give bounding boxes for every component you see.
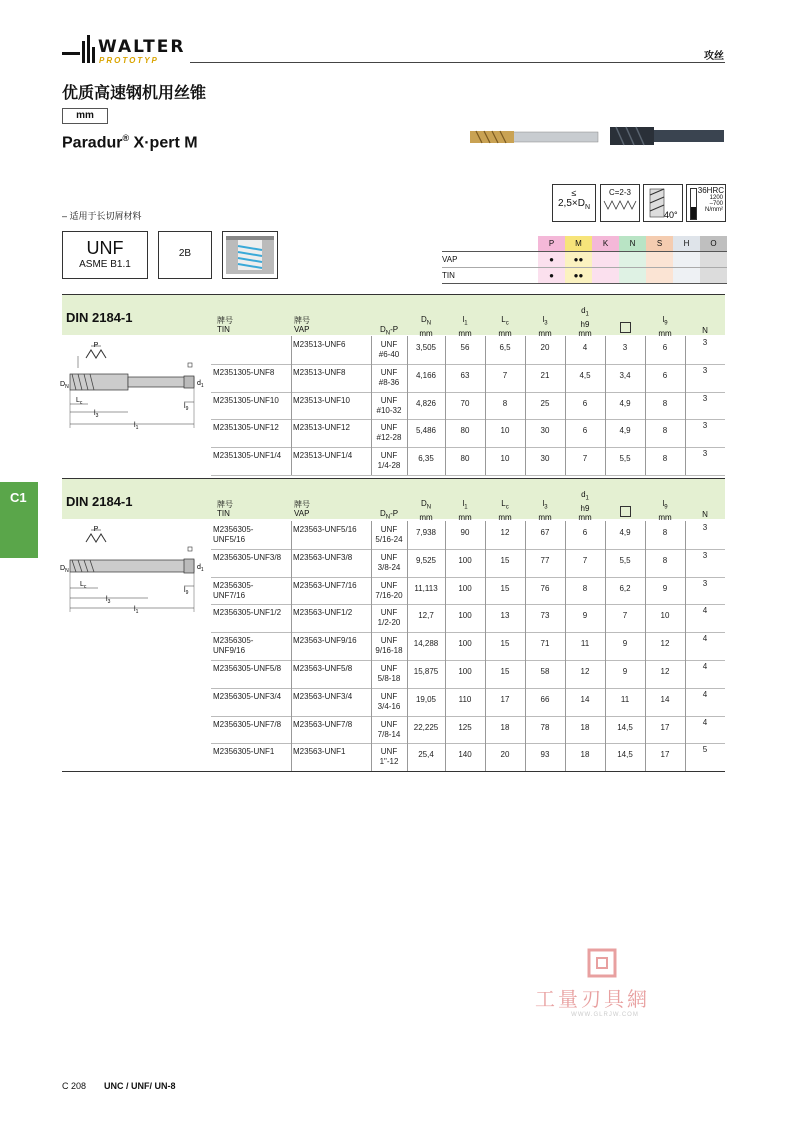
value-n: 4: [702, 606, 708, 616]
value-l1: 63: [460, 370, 470, 380]
column-rule: [525, 336, 526, 475]
tin-code: M2356305- UNF7/16: [213, 580, 254, 600]
value-lc: 15: [500, 583, 510, 593]
value-lc: 15: [500, 667, 510, 676]
svg-text:l9: $l_9$: [184, 403, 189, 412]
footer-title: UNC / UNF/ UN-8: [104, 1081, 176, 1091]
column-rule: [445, 336, 446, 475]
value-dn: 11,113: [414, 583, 438, 593]
value-l3: 73: [540, 611, 550, 621]
value-n: 4: [702, 634, 708, 644]
thread-size: UNF #12-28: [376, 423, 402, 443]
value-sq: 3,4: [619, 370, 631, 380]
col-header-tin: 牌号 TIN: [217, 500, 233, 518]
row-rule: [211, 743, 725, 744]
value-l9: 8: [662, 426, 668, 436]
value-l3: 66: [540, 694, 550, 704]
value-l9: 12: [660, 667, 670, 676]
value-dn: 9,525: [415, 555, 437, 565]
value-dn: 5,486: [415, 426, 437, 436]
thread-type-box: UNF ASME B1.1: [62, 231, 148, 279]
row-rule: [211, 475, 725, 476]
value-lc: 10: [500, 454, 510, 464]
value-n: 3: [702, 338, 708, 347]
svg-text:l3: $l_3$: [94, 410, 99, 419]
vap-code: M23513-UNF12: [293, 423, 350, 433]
value-l3: 21: [540, 370, 550, 380]
thread-size: UNF 1/2-20: [377, 608, 401, 628]
row-rule: [211, 549, 725, 550]
product-name: Paradur® X·pert M: [62, 133, 198, 152]
vap-code: M23563-UNF7/16: [293, 580, 357, 590]
brand-sub: PROTOTYP: [99, 56, 159, 65]
value-lc: 10: [500, 426, 510, 436]
row-rule: [211, 577, 725, 578]
value-l1: 70: [460, 398, 470, 408]
mat-header-k: K: [592, 236, 619, 252]
value-l9: 8: [662, 528, 668, 537]
col-header-d1: $d_1$ h9 mm: [578, 306, 592, 338]
value-dn: 6,35: [418, 454, 434, 464]
brand-logo-bars: [62, 33, 94, 63]
value-n: 3: [702, 550, 708, 560]
tin-code: M2356305-UNF1: [213, 747, 275, 757]
svg-text:l3: $l_3$: [106, 596, 111, 605]
value-sq: 11: [620, 694, 630, 704]
tap-drawing-long-icon: [58, 522, 208, 622]
value-lc: 13: [500, 611, 510, 621]
column-rule: [565, 521, 566, 771]
mat-header-o: O: [700, 236, 727, 252]
watermark: 工量刃具網 WWW.GLRJW.COM: [535, 948, 675, 1018]
value-dn: 15,875: [413, 667, 439, 676]
value-l3: 71: [540, 639, 550, 649]
section-bottom-rule: [62, 771, 725, 772]
row-rule: [211, 364, 725, 365]
mat-header-h: H: [673, 236, 700, 252]
vap-code: M23563-UNF9/16: [293, 636, 357, 646]
value-lc: 15: [500, 639, 510, 649]
column-rule: [371, 336, 372, 475]
value-l9: 9: [662, 583, 668, 593]
value-n: 4: [702, 717, 708, 727]
mat-row-label: VAP: [442, 255, 458, 264]
vap-code: M23563-UNF3/4: [293, 691, 353, 701]
col-header-square-icon: [606, 322, 644, 335]
tin-code: M2356305- UNF9/16: [213, 636, 254, 656]
value-l1: 80: [460, 426, 470, 436]
row-rule: [211, 419, 725, 420]
col-header-l3: $l_3$ mm: [538, 499, 552, 522]
watermark-logo-icon: [583, 948, 623, 978]
row-rule: [211, 632, 725, 633]
value-sq: 5,5: [619, 555, 631, 565]
value-sq: 14,5: [617, 722, 633, 732]
tin-code: M2351305-UNF10: [213, 395, 279, 405]
row-rule: [211, 447, 725, 448]
value-l1: 100: [458, 639, 472, 649]
value-sq: 6,2: [619, 583, 631, 593]
thread-size: UNF 1"-12: [379, 747, 399, 767]
value-lc: 6,5: [499, 343, 511, 352]
tin-code: M2356305-UNF5/8: [213, 664, 282, 673]
value-l1: 80: [460, 454, 470, 464]
thread-size: UNF 5/8-18: [377, 664, 401, 683]
column-rule: [565, 336, 566, 475]
col-header-tin: 牌号 TIN: [217, 316, 233, 334]
vap-code: M23513-UNF1/4: [293, 451, 353, 461]
svg-text:DN: $D_N$: [60, 381, 69, 390]
column-rule: [485, 336, 486, 475]
hardness-icon: 36HRC 1200 –700 N/mm²: [686, 184, 726, 222]
svg-text:P: P: [93, 342, 99, 349]
value-sq: 4,9: [619, 426, 631, 436]
col-header-vap: 牌号 VAP: [294, 316, 310, 334]
value-l3: 67: [540, 528, 550, 537]
thread-size: UNF 3/4-16: [377, 691, 401, 711]
col-header-lc: $L_c$ mm: [498, 499, 512, 522]
value-l9: 6: [662, 370, 668, 380]
value-dn: 12,7: [418, 611, 434, 621]
thread-size: UNF 7/16-20: [375, 580, 403, 600]
vap-code: M23513-UNF10: [293, 395, 350, 405]
section-title: DIN 2184-1: [66, 494, 133, 509]
value-l1: 90: [460, 528, 470, 537]
tin-code: M2356305-UNF1/2: [213, 608, 282, 618]
thread-size: UNF 7/8-14: [377, 719, 401, 739]
thread-size: UNF 5/16-24: [375, 525, 403, 544]
page-number: C 208: [62, 1081, 87, 1091]
tolerance-box: 2B: [158, 231, 212, 279]
value-l1: 125: [458, 722, 472, 732]
tin-code: M2351305-UNF12: [213, 423, 279, 433]
value-l3: 93: [540, 750, 550, 760]
value-d1: 6: [582, 426, 588, 436]
thread-size: UNF 3/8-24: [377, 552, 401, 572]
brand-logo: WALTER: [98, 37, 186, 57]
vap-code: M23563-UNF1: [293, 747, 346, 757]
column-rule: [291, 521, 292, 771]
col-header-dn: $D_N$ mm: [419, 499, 433, 522]
column-rule: [685, 521, 686, 771]
value-l3: 25: [540, 398, 550, 408]
value-dn: 22,225: [413, 722, 439, 732]
value-l9: 6: [662, 343, 668, 352]
col-header-square-icon: [606, 506, 644, 519]
mat-row-label: TIN: [442, 271, 455, 280]
tap-drawing-short-icon: [58, 338, 208, 438]
value-d1: 4: [582, 343, 588, 352]
column-rule: [525, 521, 526, 771]
row-rule: [211, 604, 725, 605]
value-l3: 76: [540, 583, 550, 593]
page-title: 优质高速钢机用丝锥: [62, 85, 207, 102]
value-lc: 12: [500, 528, 510, 537]
svg-text:P: P: [93, 526, 99, 533]
value-d1: 7: [582, 555, 588, 565]
value-sq: 4,9: [619, 398, 631, 408]
value-d1: 18: [580, 722, 590, 732]
material-table: P M K N S H O VAP ● ●● TIN ● ●●: [442, 236, 727, 284]
row-rule: [211, 688, 725, 689]
value-sq: 9: [622, 667, 628, 676]
column-rule: [445, 521, 446, 771]
value-n: 4: [702, 689, 708, 699]
value-l3: 30: [540, 426, 550, 436]
tin-code: M2356305-UNF3/8: [213, 552, 282, 562]
value-d1: 18: [580, 750, 590, 760]
column-rule: [291, 336, 292, 475]
value-dn: 25,4: [418, 750, 434, 760]
column-rule: [371, 521, 372, 771]
value-l1: 140: [458, 750, 472, 760]
col-header-dnp: $D_N-P$: [379, 325, 399, 337]
vap-code: M23563-UNF5/8: [293, 664, 353, 673]
value-sq: 7: [622, 611, 628, 621]
vap-code: M23513-UNF8: [293, 367, 346, 377]
value-sq: 5,5: [619, 454, 631, 464]
svg-text:l1: $l_1$: [134, 606, 139, 615]
col-header-l1: $l_1$ mm: [458, 499, 472, 522]
value-l9: 10: [660, 611, 670, 621]
col-header-dnp: $D_N-P$: [379, 509, 399, 521]
column-rule: [605, 336, 606, 475]
value-l1: 100: [458, 667, 472, 676]
value-n: 3: [702, 578, 708, 588]
col-header-vap: 牌号 VAP: [294, 500, 310, 518]
value-n: 5: [702, 745, 708, 755]
value-sq: 4,9: [619, 528, 631, 537]
tin-code: M2351305-UNF8: [213, 367, 275, 377]
value-dn: 14,288: [413, 639, 439, 649]
helix-icon: [643, 184, 683, 222]
value-l1: 110: [458, 694, 472, 704]
svg-text:DN: $D_N$: [60, 565, 69, 574]
value-l9: 12: [660, 639, 670, 649]
value-l3: 77: [540, 555, 550, 565]
value-d1: 6: [582, 528, 588, 537]
tin-code: M2356305- UNF5/16: [213, 525, 254, 544]
svg-text:d1: $d_1$: [197, 564, 204, 573]
thread-size: UNF #8-36: [378, 367, 400, 387]
column-rule: [605, 521, 606, 771]
value-sq: 14,5: [617, 750, 633, 760]
value-l1: 100: [458, 611, 472, 621]
value-n: 3: [702, 449, 708, 459]
unit-badge: mm: [62, 108, 108, 124]
value-lc: 15: [500, 555, 510, 565]
value-n: 3: [702, 365, 708, 375]
value-n: 4: [702, 662, 708, 671]
column-rule: [645, 336, 646, 475]
value-l9: 14: [660, 694, 670, 704]
vap-code: M23513-UNF6: [293, 340, 346, 349]
value-dn: 4,166: [415, 370, 437, 380]
mat-header-m: M: [565, 236, 592, 252]
value-n: 3: [702, 421, 708, 431]
value-lc: 17: [500, 694, 510, 704]
value-sq: 3: [622, 343, 628, 352]
vap-code: M23563-UNF1/2: [293, 608, 353, 618]
category-label: 攻丝: [704, 51, 724, 62]
tin-code: M2356305-UNF7/8: [213, 719, 282, 729]
svg-text:l9: $l_9$: [184, 587, 189, 596]
tin-code: M2356305-UNF3/4: [213, 691, 282, 701]
col-header-n: N: [702, 326, 708, 335]
row-rule: [211, 660, 725, 661]
value-d1: 8: [582, 583, 588, 593]
chamfer-icon: C=2-3: [600, 184, 640, 222]
col-header-l3: $l_3$ mm: [538, 315, 552, 338]
thread-size: UNF 9/16-18: [375, 636, 403, 656]
value-l9: 8: [662, 454, 668, 464]
value-l1: 100: [458, 555, 472, 565]
column-rule: [645, 521, 646, 771]
mat-header-s: S: [646, 236, 673, 252]
value-l9: 8: [662, 555, 668, 565]
thread-size: UNF 1/4-28: [377, 451, 401, 471]
value-d1: 12: [580, 667, 590, 676]
value-dn: 3,505: [415, 343, 437, 352]
row-rule: [211, 716, 725, 717]
value-dn: 4,826: [415, 398, 437, 408]
mat-header-p: P: [538, 236, 565, 252]
tool-image-tin-icon: [470, 126, 600, 148]
row-rule: [211, 392, 725, 393]
value-d1: 11: [580, 639, 590, 649]
value-lc: 7: [502, 370, 508, 380]
value-lc: 8: [502, 398, 508, 408]
thread-hole-icon: [222, 231, 278, 279]
value-dn: 19,05: [415, 694, 437, 704]
mat-header-n: N: [619, 236, 646, 252]
value-l1: 100: [458, 583, 472, 593]
column-rule: [485, 521, 486, 771]
col-header-l1: $l_1$ mm: [458, 315, 472, 338]
svg-text:d1: $d_1$: [197, 380, 204, 389]
value-d1: 7: [582, 454, 588, 464]
header-rule: [190, 62, 725, 63]
col-header-lc: $L_c$ mm: [498, 315, 512, 338]
col-header-l9: $l_9$ mm: [658, 315, 672, 338]
col-header-d1: $d_1$ h9 mm: [578, 490, 592, 522]
tin-code: M2351305-UNF1/4: [213, 451, 282, 461]
value-l3: 30: [540, 454, 550, 464]
thread-size: UNF #10-32: [376, 395, 402, 415]
svg-text:Lc: $L_c$: [76, 397, 83, 406]
value-l3: 58: [540, 667, 550, 676]
value-l3: 78: [540, 722, 550, 732]
application-note: – 适用于长切屑材料: [62, 211, 142, 221]
value-dn: 7,938: [415, 528, 437, 537]
value-d1: 6: [582, 398, 588, 408]
svg-text:l1: $l_1$: [134, 422, 139, 431]
thread-size: UNF #6-40: [378, 340, 400, 359]
column-rule: [407, 336, 408, 475]
vap-code: M23563-UNF7/8: [293, 719, 353, 729]
value-lc: 18: [500, 722, 510, 732]
value-d1: 4,5: [579, 370, 591, 380]
value-d1: 9: [582, 611, 588, 621]
value-l9: 17: [660, 750, 670, 760]
column-rule: [685, 336, 686, 475]
column-rule: [407, 521, 408, 771]
value-n: 3: [702, 393, 708, 403]
section-title: DIN 2184-1: [66, 310, 133, 325]
col-header-dn: $D_N$ mm: [419, 315, 433, 338]
value-l9: 8: [662, 398, 668, 408]
value-n: 3: [702, 523, 708, 532]
tool-image-vap-icon: [610, 124, 725, 148]
value-lc: 20: [500, 750, 510, 760]
value-l3: 20: [540, 343, 550, 352]
value-sq: 9: [622, 639, 628, 649]
value-l1: 56: [460, 343, 470, 352]
depth-icon: ≤ $2,5\times D_N$: [552, 184, 596, 222]
chapter-tab: C1: [0, 482, 38, 558]
vap-code: M23563-UNF3/8: [293, 552, 353, 562]
col-header-n: N: [702, 510, 708, 519]
value-l9: 17: [660, 722, 670, 732]
value-d1: 14: [580, 694, 590, 704]
svg-text:Lc: $L_c$: [80, 581, 87, 590]
vap-code: M23563-UNF5/16: [293, 525, 357, 534]
svg-text:40°: 40°: [664, 210, 678, 220]
col-header-l9: $l_9$ mm: [658, 499, 672, 522]
